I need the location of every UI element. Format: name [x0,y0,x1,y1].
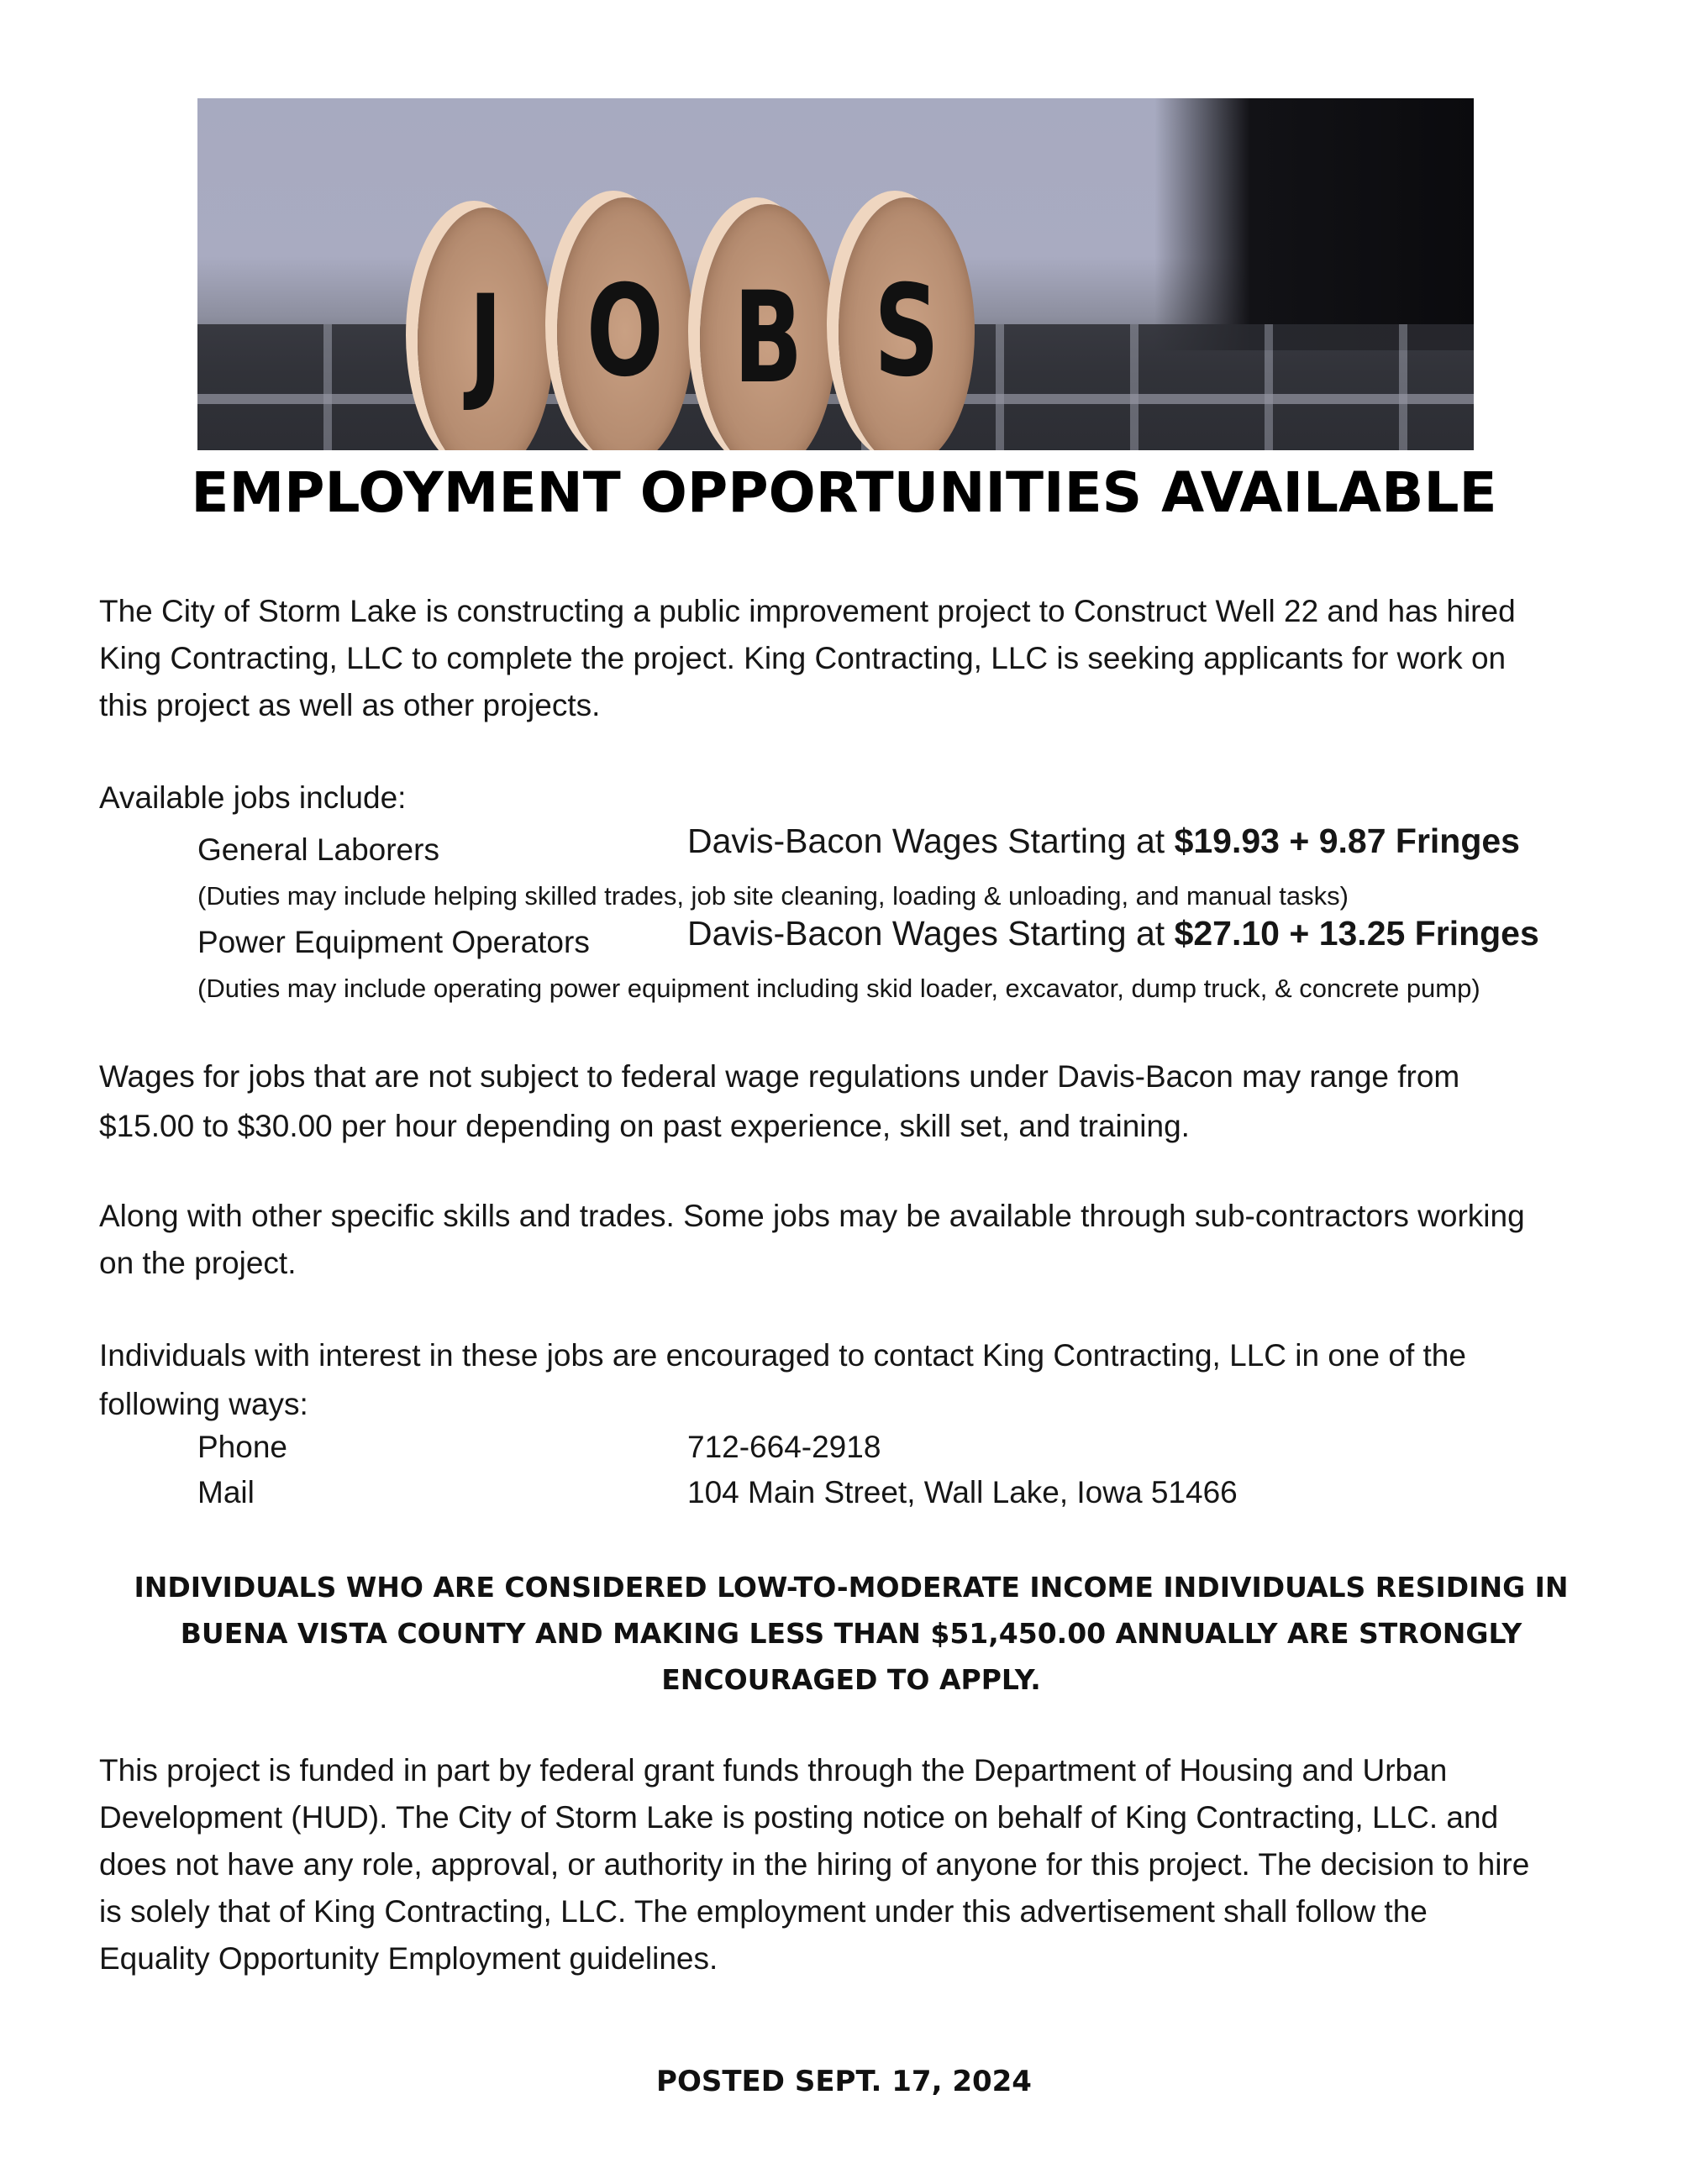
contact-paragraph [99,1331,1603,1429]
page-title: EMPLOYMENT OPPORTUNITIES AVAILABLE [191,460,1497,525]
intro-line: King Contracting, LLC to complete the project. King Contracting, LLC is seeking applicants for work on [99,641,1507,675]
job-wage-power-equipment-operators [687,914,1539,953]
wage-amount: $19.93 + 9.87 Fringes [1174,822,1520,860]
jobs-hero-image [197,98,1474,450]
wooden-disc-b: B [700,204,836,450]
intro-paragraph [99,588,1603,729]
wage-prefix: Davis-Bacon Wages Starting at [687,822,1175,860]
intro-line: The City of Storm Lake is constructing a public improvement project to Construct Well 22 and has hired [99,594,1516,628]
notice-line: ENCOURAGED TO APPLY. [661,1663,1041,1696]
wooden-disc-s: S [839,197,975,450]
job-duties-power-equipment-operators: (Duties may include operating power equipment including skid loader, excavator, dump truck, & concrete pump) [197,974,1480,1003]
image-background-shadow [1154,98,1474,350]
wage-prefix: Davis-Bacon Wages Starting at [687,914,1175,953]
wooden-disc-o: O [557,197,693,450]
keyboard-row-highlight [197,394,1474,404]
notice-line: BUENA VISTA COUNTY AND MAKING LESS THAN $51,450.00 ANNUALLY ARE STRONGLY [180,1617,1522,1650]
notice-line: INDIVIDUALS WHO ARE CONSIDERED LOW-TO-MODERATE INCOME INDIVIDUALS RESIDING IN [134,1571,1569,1604]
job-title-power-equipment-operators: Power Equipment Operators [197,925,590,959]
other-skills-paragraph [99,1193,1603,1287]
other-skills-line: Along with other specific skills and trades. Some jobs may be available through sub-contractors working [99,1199,1525,1233]
job-duties-general-laborers: (Duties may include helping skilled trades, job site cleaning, loading & unloading, and manual tasks) [197,881,1349,911]
other-skills-line: on the project. [99,1246,297,1280]
funding-line: Equality Opportunity Employment guidelines. [99,1941,718,1976]
income-eligibility-notice [99,1564,1603,1703]
intro-line: this project as well as other projects. [99,688,601,722]
jobs-heading: Available jobs include: [99,780,407,815]
contact-line: Individuals with interest in these jobs are encouraged to contact King Contracting, LLC in one of the [99,1338,1466,1373]
funding-line: does not have any role, approval, or authority in the hiring of anyone for this project. The decision to hire [99,1847,1530,1882]
wages-paragraph [99,1052,1603,1151]
posted-date: POSTED SEPT. 17, 2024 [656,2065,1032,2098]
job-title-general-laborers: General Laborers [197,832,439,867]
wages-line: Wages for jobs that are not subject to federal wage regulations under Davis-Bacon may range from [99,1059,1460,1094]
contact-line: following ways: [99,1387,308,1421]
contact-phone-number[interactable]: 712-664-2918 [687,1430,881,1464]
wage-amount: $27.10 + 13.25 Fringes [1174,914,1539,953]
wages-line: $15.00 to $30.00 per hour depending on past experience, skill set, and training. [99,1109,1190,1143]
contact-label-phone: Phone [197,1430,287,1464]
funding-line: This project is funded in part by federal grant funds through the Department of Housing and Urban [99,1753,1448,1788]
contact-mail-address: 104 Main Street, Wall Lake, Iowa 51466 [687,1475,1238,1509]
wooden-disc-j: J [418,207,554,450]
funding-line: is solely that of King Contracting, LLC. The employment under this advertisement shall follow the [99,1894,1428,1929]
funding-line: Development (HUD). The City of Storm Lake is posting notice on behalf of King Contracting, LLC. and [99,1800,1499,1835]
job-wage-general-laborers [687,822,1520,861]
funding-paragraph [99,1747,1603,1982]
contact-label-mail: Mail [197,1475,255,1509]
